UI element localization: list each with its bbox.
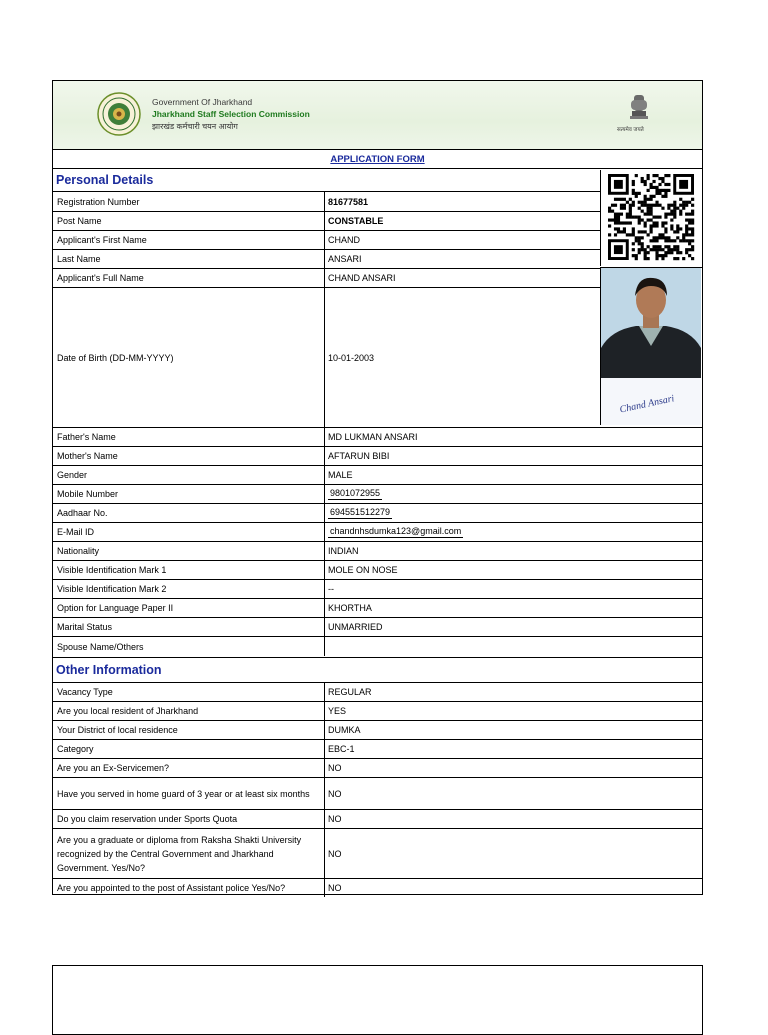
field-value: ANSARI — [328, 254, 362, 264]
field-value: CHAND ANSARI — [328, 273, 396, 283]
jssc-logo-icon — [97, 92, 141, 136]
qr-code — [600, 170, 702, 266]
field-value: KHORTHA — [328, 603, 372, 613]
table-row — [53, 617, 702, 636]
table-row — [53, 701, 702, 720]
field-label: Post Name — [53, 212, 325, 230]
table-row — [53, 484, 702, 503]
table-row — [53, 579, 702, 598]
table-row — [53, 522, 702, 541]
field-value: CONSTABLE — [328, 216, 384, 226]
table-row — [53, 427, 702, 446]
next-page-frame — [52, 965, 703, 1035]
field-value: 81677581 — [328, 196, 369, 207]
table-row — [53, 720, 702, 739]
field-label: Vacancy Type — [53, 683, 325, 701]
qr-code-icon — [601, 170, 701, 264]
personal-details-heading: Personal Details — [56, 173, 154, 187]
field-label: Are you local resident of Jharkhand — [53, 702, 325, 720]
table-row — [53, 211, 600, 230]
table-row — [53, 268, 600, 287]
field-label: Mother's Name — [53, 447, 325, 465]
other-information-heading: Other Information — [53, 657, 702, 682]
field-value: NO — [328, 788, 342, 799]
table-row — [53, 230, 600, 249]
table-row — [53, 191, 600, 211]
field-label: Registration Number — [53, 192, 325, 211]
field-value: AFTARUN BIBI — [328, 451, 390, 461]
linked-value[interactable]: chandnhsdumka123@gmail.com — [330, 526, 462, 536]
field-value — [325, 485, 702, 503]
table-row — [53, 809, 702, 828]
field-label: Are you appointed to the post of Assistant police Yes/No? — [53, 879, 325, 897]
field-value: MALE — [328, 470, 353, 480]
field-label: Have you served in home guard of 3 year or at least six months — [53, 778, 325, 809]
field-label: Do you claim reservation under Sports Quota — [53, 810, 325, 828]
table-row — [53, 446, 702, 465]
field-value — [325, 637, 702, 656]
table-row — [53, 758, 702, 777]
field-label: Marital Status — [53, 618, 325, 636]
table-row — [53, 287, 600, 427]
field-label: Date of Birth (DD-MM-YYYY) — [53, 288, 325, 427]
table-row — [53, 598, 702, 617]
field-label: Your District of local residence — [53, 721, 325, 739]
field-label: Visible Identification Mark 1 — [53, 561, 325, 579]
linked-value[interactable]: 9801072955 — [330, 488, 381, 498]
field-value: INDIAN — [328, 546, 359, 556]
table-row — [53, 541, 702, 560]
field-label: E-Mail ID — [53, 523, 325, 541]
form-title-row — [53, 149, 702, 169]
form-title: APPLICATION FORM — [330, 154, 425, 165]
table-row — [53, 636, 702, 656]
linked-value[interactable]: 694551512279 — [330, 507, 391, 517]
field-value: YES — [328, 706, 347, 716]
field-label: Spouse Name/Others — [53, 637, 325, 656]
field-value: UNMARRIED — [328, 622, 383, 632]
table-row — [53, 682, 702, 701]
field-label: Last Name — [53, 250, 325, 268]
field-label: Are you an Ex-Servicemen? — [53, 759, 325, 777]
form-header — [53, 81, 702, 150]
field-label: Are you a graduate or diploma from Raksha Shakti University recognized by the Central Government and Jharkhand Government. Yes/No? — [53, 829, 325, 878]
table-row — [53, 828, 702, 878]
table-row — [53, 777, 702, 809]
field-value — [325, 523, 702, 541]
field-value: CHAND — [328, 235, 361, 245]
field-value: REGULAR — [328, 687, 372, 697]
applicant-photo — [600, 267, 702, 425]
field-value: DUMKA — [328, 725, 361, 735]
field-value: EBC-1 — [328, 744, 355, 754]
field-label: Option for Language Paper II — [53, 599, 325, 617]
field-label: Applicant's Full Name — [53, 269, 325, 287]
satyameva-jayate-text: सत्यमेव जयते — [617, 127, 644, 133]
field-label: Nationality — [53, 542, 325, 560]
table-row — [53, 560, 702, 579]
applicant-photo-image — [601, 268, 701, 425]
field-label: Category — [53, 740, 325, 758]
field-label: Applicant's First Name — [53, 231, 325, 249]
field-value: NO — [328, 814, 342, 824]
table-row — [53, 878, 702, 897]
field-value: NO — [328, 848, 342, 859]
field-value: MD LUKMAN ANSARI — [328, 432, 418, 442]
table-row — [53, 503, 702, 522]
field-value: -- — [328, 584, 334, 594]
field-value: MOLE ON NOSE — [328, 565, 398, 575]
government-text: Government Of Jharkhand — [152, 97, 253, 107]
field-value: 10-01-2003 — [328, 352, 375, 363]
field-value: NO — [328, 883, 342, 893]
field-label: Mobile Number — [53, 485, 325, 503]
table-row — [53, 465, 702, 484]
commission-name-hindi: झारखंड कर्मचारी चयन आयोग — [152, 122, 238, 131]
application-form — [52, 80, 703, 895]
signature: Chand Ansari — [618, 393, 676, 416]
commission-name: Jharkhand Staff Selection Commission — [152, 109, 310, 119]
field-label: Gender — [53, 466, 325, 484]
field-value: NO — [328, 763, 342, 773]
field-value — [325, 504, 702, 522]
field-label: Visible Identification Mark 2 — [53, 580, 325, 598]
field-label: Father's Name — [53, 428, 325, 446]
field-label: Aadhaar No. — [53, 504, 325, 522]
table-row — [53, 249, 600, 268]
table-row — [53, 739, 702, 758]
